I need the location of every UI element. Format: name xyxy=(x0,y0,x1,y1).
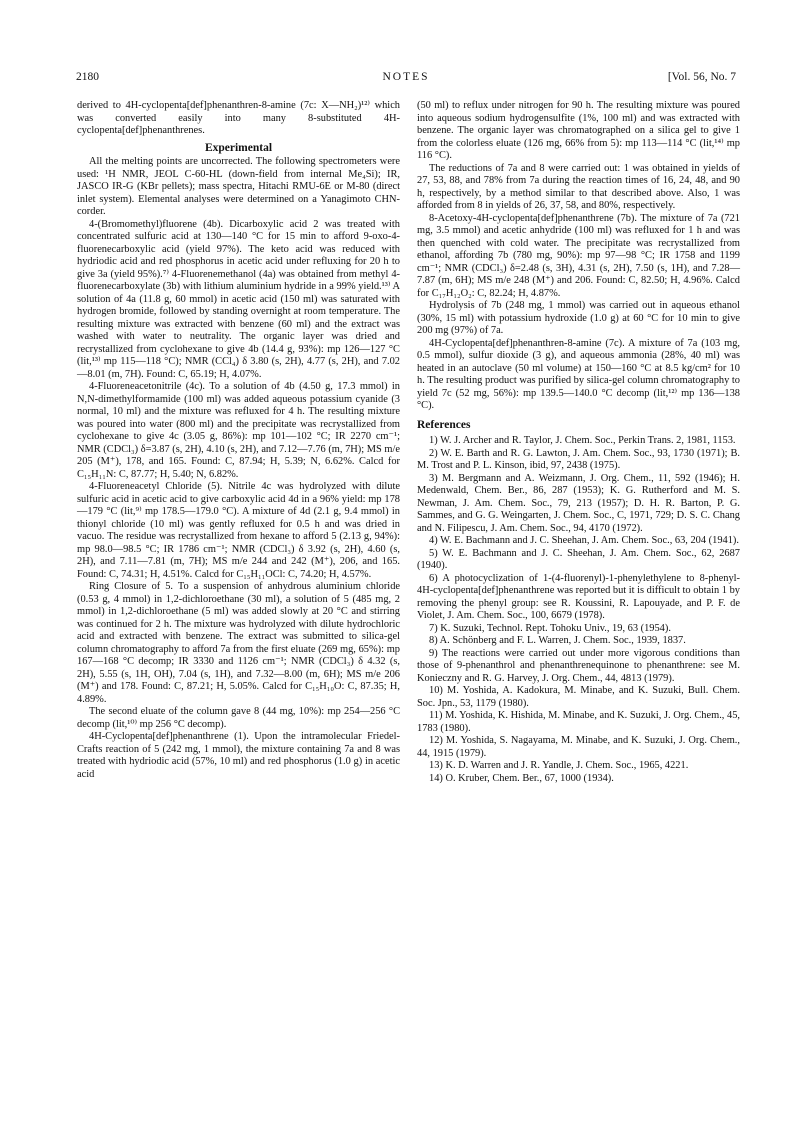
page-header xyxy=(76,71,736,87)
reference-item: 1) W. J. Archer and R. Taylor, J. Chem. Soc., Perkin Trans. 2, 1981, 1153. xyxy=(429,435,736,446)
paragraph-ring-closure: Ring Closure of 5. To a suspension of anhydrous aluminium chloride (0.53 g, 4 mmol) in 1,2-dichloroethane (30 ml), a solution of 5 (485 mg, 2 mmol) in 1,2-dichloroethane (5 ml) was added slowly at 20 °C and stirring was continued for 2 h. The mixture was hydrolyzed with dilute hydrochloric acid and extracted with benzene. The extract was submitted to silica-gel column chromatography to afford 7a from the first eluate (269 mg, 65%): mp 167—168 °C decomp; IR 3330 and 1126 cm⁻¹; NMR (CDCl₃) δ 4.32 (s, 2H), 5.55 (s, 1H, OH), 7.04 (s, 1H), and 7.32—8.00 (m, 6H); MS m/e 206 (M⁺) and 178. Found: C, 87.21; H, 5.05%. Calcd for C₁₅H₁₀O: C, 87.35; H, 4.89%. xyxy=(77,581,400,705)
reference-item: 4) W. E. Bachmann and J. C. Sheehan, J. Am. Chem. Soc., 63, 204 (1941). xyxy=(429,535,739,546)
reference-item: 10) M. Yoshida, A. Kadokura, M. Minabe, and K. Suzuki, Bull. Chem. Soc. Jpn., 53, 1179 (1980). xyxy=(417,685,740,709)
intro-continuation: derived to 4H-cyclopenta[def]phenanthren-8-amine (7c: X—NH₂)¹²⁾ which was converted easily into many 8-substituted 4H-cyclopenta[def]phenanthrenes. xyxy=(77,100,400,136)
reference-item: 12) M. Yoshida, S. Nagayama, M. Minabe, and K. Suzuki, J. Org. Chem., 44, 1915 (1979). xyxy=(417,735,740,759)
paragraph-hydrolysis: Hydrolysis of 7b (248 mg, 1 mmol) was carried out in aqueous ethanol (30%, 15 ml) with potassium hydroxide (1.0 g) at 60 °C for 10 min to give 200 mg (97%) of 7a. xyxy=(417,300,740,336)
section-heading-experimental: Experimental xyxy=(204,141,273,154)
paragraph-compound-1: 4H-Cyclopenta[def]phenanthrene (1). Upon the intramolecular Friedel-Crafts reaction of 5 (242 mg, 1 mmol), the mixture containing 7a and 8 was treated with hydriodic acid (57%, 10 ml) and red phosphorus (1.0 g) in acetic acid xyxy=(77,731,400,780)
paragraph-second-eluate: The second eluate of the column gave 8 (44 mg, 10%): mp 254—256 °C decomp (lit,¹⁰⁾ mp 256 °C decomp). xyxy=(77,706,400,730)
running-head: NOTES xyxy=(382,71,430,83)
paragraph-7b: 8-Acetoxy-4H-cyclopenta[def]phenanthrene (7b). The mixture of 7a (721 mg, 3.5 mmol) and acetic anhydride (100 ml) was refluxed for 1 h and was then quenched with cold water. The precipitate was recrystallized from ethanol, affording 7b (780 mg, 90%): mp 97—98 °C; IR 1758 and 1199 cm⁻¹; NMR (CDCl₃) δ=2.48 (s, 3H), 4.31 (s, 2H), 7.50 (s, 1H), and 7.28—7.87 (m, 6H); MS m/e 248 (M⁺) and 206. Found: C, 82.50; H, 4.96%. Calcd for C₁₇H₁₂O₂: C, 82.24; H, 4.87%. xyxy=(417,212,740,299)
paragraph-4c: 4-Fluoreneacetonitrile (4c). To a solution of 4b (4.50 g, 17.3 mmol) in N,N-dimethylformamide (100 ml) was added aqueous potassium cyanide (3 normal, 10 ml) and the mixture was refluxed for 4 h. The resulting mixture was poured into water (800 ml) and the precipitate was recrystallized from cyclohexane to give 4c (3.05 g, 86%): mp 101—102 °C; IR 2270 cm⁻¹; NMR (CDCl₃) δ=3.87 (s, 2H), 4.10 (s, 2H), and 7.12—7.76 (m, 7H); MS m/e 205 (M⁺), 178, and 165. Found: C, 87.94; H, 5.39; N, 6.62%. Calcd for C₁₅H₁₁N: C, 87.77; H, 5.40; N, 6.82%. xyxy=(77,381,400,480)
paragraph-instruments: All the melting points are uncorrected. The following spectrometers were used: ¹H NMR, JEOL C-60-HL (down-field from internal Me₄Si); IR, JASCO IR-G (KBr pellets); mass spectra, Hitachi RMU-6E or M-80 (direct inlet system). Elemental analyses were determined on a Yanagimoto CHN-corder. xyxy=(77,156,400,217)
paragraph-reductions: The reductions of 7a and 8 were carried out: 1 was obtained in yields of 27, 53, 88, and 78% from 7a during the reaction times of 16, 24, 48, and 90 h, respectively, by a method similar to that described above. Also, 1 was afforded from 8 in yields of 26, 37, 58, and 80%, respectively. xyxy=(417,162,740,211)
reference-item: 6) A photocyclization of 1-(4-fluorenyl)-1-phenylethylene to 8-phenyl-4H-cyclopenta[def]phenanthrene was reported but it is difficult to obtain 1 by removing the phenyl group: see R. Koussini, R. Lapouyade, and P. F. de Violet, J. Am. Chem. Soc., 100, 6679 (1978). xyxy=(417,572,740,621)
paragraph-4b: 4-(Bromomethyl)fluorene (4b). Dicarboxylic acid 2 was treated with concentrated sulfuric acid at 130—140 °C for 15 min to afford 9-oxo-4-fluorenecarboxylic acid (yield 97%). The keto acid was reduced with hydriodic acid and red phosphorus in acetic acid under refluxing for 20 h to give 3a (yield 95%).⁷⁾ 4-Fluorenemethanol (4a) was obtained from methyl 4-fluorenecarboxylate (3b) with lithium aluminium hydride in a 99% yield.¹³⁾ A solution of 4a (11.8 g, 60 mmol) in acetic acid (150 ml) was saturated with hydrogen bromide, followed by standing overnight at room temperature. The resulting mixture was extracted with benzene (60 ml) and the extract was washed with water to neutrality. The organic layer was dried and recrystallized from cyclohexane to give 4b (14.4 g, 93%): mp 126—127 °C (lit,¹³⁾ mp 115—118 °C); NMR (CCl₄) δ 3.80 (s, 2H), 4.77 (s, 2H), and 7.02—8.01 (m, 7H). Found: C, 65.19; H, 4.07%. xyxy=(77,218,400,380)
reference-item: 7) K. Suzuki, Technol. Rept. Tohoku Univ., 19, 63 (1954). xyxy=(429,622,671,634)
section-heading-references: References xyxy=(417,418,471,431)
reference-item: 11) M. Yoshida, K. Hishida, M. Minabe, and K. Suzuki, J. Org. Chem., 45, 1783 (1980). xyxy=(417,710,740,734)
reference-item: 3) M. Bergmann and A. Weizmann, J. Org. Chem., 11, 592 (1946); H. Medenwald, Chem. Ber., 86, 287 (1953); K. G. Rutherford and M. S. Newman, J. Am. Chem. Soc., 79, 213 (1957); D. H. R. Barton, P. G. Sammes, and G. G. Weingarten, J. Chem. Soc., C, 1971, 729; D. S. C. Chang and N. Filipescu, J. Am. Chem. Soc., 94, 4170 (1972). xyxy=(417,472,740,534)
paragraph-5: 4-Fluoreneacetyl Chloride (5). Nitrile 4c was hydrolyzed with dilute sulfuric acid in acetic acid to give carboxylic acid 4d in a 96% yield: mp 178—179 °C (lit,⁹⁾ mp 178.5—179.0 °C). A mixture of 4d (2.1 g, 9.4 mmol) in thionyl chloride (10 ml) was gently refluxed for 0.5 h and was dried in vacuo. The residue was recrystallized from hexane to afford 5 (2.13 g, 94%): mp 98.0—98.5 °C; IR 1786 cm⁻¹; NMR (CDCl₃) δ 3.92 (s, 2H), 4.60 (s, 2H), and 7.11—7.81 (m, 7H); MS m/e 244 and 242 (M⁺), 206, and 165. Found: C, 74.31; H, 4.51%. Calcd for C₁₅H₁₁OCl: C, 74.20; H, 4.57%. xyxy=(77,481,400,580)
reference-item: 13) K. D. Warren and J. R. Yandle, J. Chem. Soc., 1965, 4221. xyxy=(429,760,689,771)
volume-label: [Vol. 56, No. 7 xyxy=(667,71,736,83)
right-column xyxy=(417,100,740,785)
page-number: 2180 xyxy=(76,71,99,83)
paragraph-7c: 4H-Cyclopenta[def]phenanthren-8-amine (7c). A mixture of 7a (103 mg, 0.5 mmol), sulfur dioxide (3 g), and aqueous ammonia (28%, 40 ml) was heated in an autoclave (50 ml volume) at 150—160 °C at 8.5 kg/cm² for 10 h. The resulting product was purified by silica-gel column chromatography to yield 7c (52 mg, 56%): mp 139.5—140.0 °C decomp (lit,¹²⁾ mp 136—138 °C). xyxy=(417,337,740,411)
reference-item: 2) W. E. Barth and R. G. Lawton, J. Am. Chem. Soc., 93, 1730 (1971); B. M. Trost and P. L. Kinson, ibid, 97, 2438 (1975). xyxy=(417,447,740,471)
reference-item: 9) The reactions were carried out under more vigorous conditions than those of 9-phenanthrol and phenanthrenequinone to phenanthrene: see M. Konieczny and R. G. Harvey, J. Org. Chem., 44, 4813 (1979). xyxy=(417,647,740,684)
reference-item: 8) A. Schönberg and F. L. Warren, J. Chem. Soc., 1939, 1837. xyxy=(429,635,686,646)
reference-item: 5) W. E. Bachmann and J. C. Sheehan, J. Am. Chem. Soc., 62, 2687 (1940). xyxy=(417,547,740,571)
reference-item: 14) O. Kruber, Chem. Ber., 67, 1000 (1934). xyxy=(429,772,614,784)
left-column xyxy=(77,100,400,781)
paragraph-continuation: (50 ml) to reflux under nitrogen for 90 h. The resulting mixture was poured into aqueous sodium hydrogensulfite (1%, 100 ml) and was extracted with benzene. The organic layer was chromatographed on a silica gel to give 1 from the colorless eluate (126 mg, 66% from 5): mp 113—114 °C (lit,¹⁴⁾ mp 116 °C). xyxy=(417,100,740,161)
